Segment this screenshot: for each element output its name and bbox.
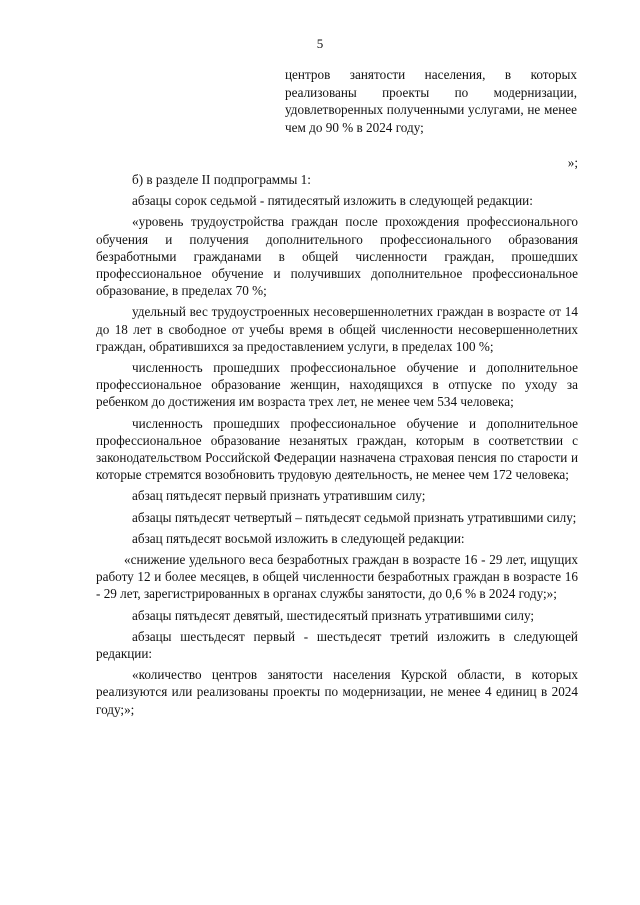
paragraph-quoted: «количество центров занятости населения Курской области, в которых реализуются или реализованы проекты по модернизации, не менее 4 единиц в 2024 году;»; xyxy=(96,667,578,717)
paragraph: абзацы пятьдесят четвертый – пятьдесят седьмой признать утратившими силу; xyxy=(132,509,577,525)
paragraph: абзацы пятьдесят девятый, шестидесятый признать утратившими силу; xyxy=(132,607,535,623)
paragraph: абзацы шестьдесят первый - шестьдесят третий изложить в следующей редакции: xyxy=(96,628,578,662)
paragraph: абзацы сорок седьмой - пятидесятый изложить в следующей редакции: xyxy=(132,193,533,209)
paragraph-section-heading: б) в разделе II подпрограммы 1: xyxy=(132,172,311,187)
paragraph: абзац пятьдесят первый признать утратившим силу; xyxy=(132,488,426,504)
paragraph: удельный вес трудоустроенных несовершеннолетних граждан в возрасте от 14 до 18 лет в свободное от учебы время в общей численности несовершеннолетних граждан, обратившихся за предоставлением услуги, в пределах 100 %; xyxy=(96,304,578,354)
paragraph-quoted: «уровень трудоустройства граждан после прохождения профессионального обучения и получения дополнительного профессионального образования безработными гражданами в общей численности граждан, прошедших профессиональное обучение и получивших дополнительное профессиональное образование, в пределах 70 %; xyxy=(96,214,578,299)
paragraph: численность прошедших профессиональное обучение и дополнительное профессиональное образование женщин, находящихся в отпуске по уходу за ребенком до достижения им возраста трех лет, не менее чем 534 человека; xyxy=(96,360,578,410)
continued-quote-text: центров занятости населения, в которых реализованы проекты по модернизации, удовлетворенных полученными услугами, не менее чем до 90 % в 2024 году; xyxy=(285,67,577,135)
closing-quote-mark: »; xyxy=(567,155,578,170)
paragraph-quoted: «снижение удельного веса безработных граждан в возрасте 16 - 29 лет, ищущих работу 12 и более месяцев, в общей численности безработных граждан в возрасте 16 - 29 лет, зарегистрированных в органах службы занятости, до 0,6 % в 2024 году;»; xyxy=(96,552,578,602)
paragraph: численность прошедших профессиональное обучение и дополнительное профессиональное образование незанятых граждан, которым в соответствии с законодательством Российской Федерации назначена страховая пенсия по старости и которые стремятся возобновить трудовую деятельность, не менее чем 172 человека; xyxy=(96,415,578,483)
document-body xyxy=(96,171,578,722)
paragraph: абзац пятьдесят восьмой изложить в следующей редакции: xyxy=(132,530,465,546)
page-number: 5 xyxy=(316,36,324,51)
